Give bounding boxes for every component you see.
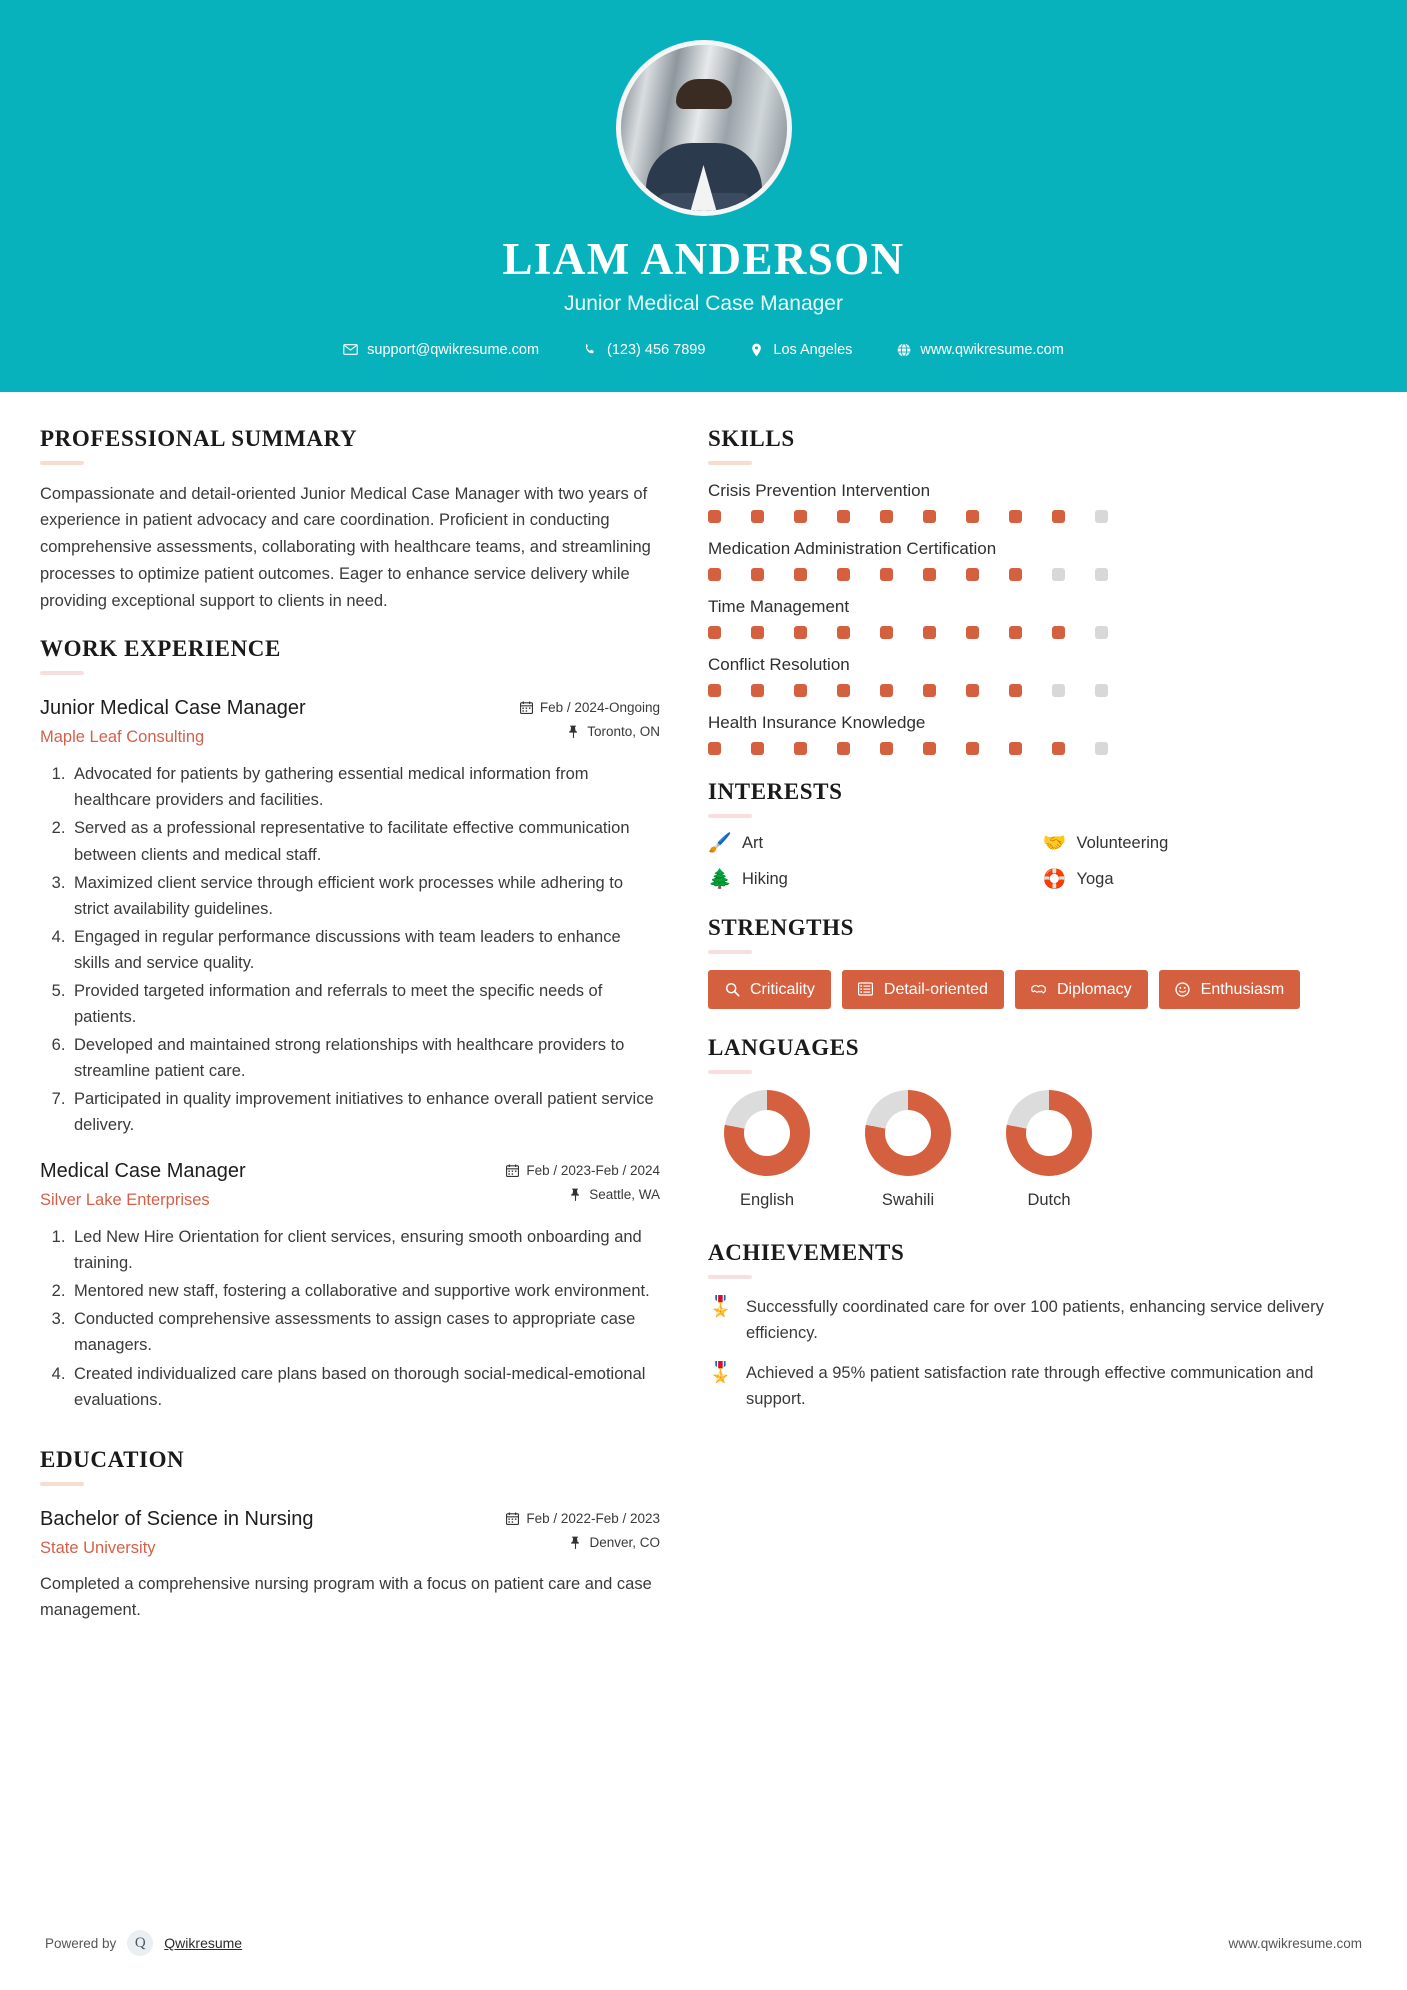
section-education bbox=[40, 1447, 660, 1624]
map-pin-icon bbox=[569, 1188, 582, 1201]
section-title-skills: SKILLS bbox=[708, 425, 795, 451]
education-entry bbox=[40, 1506, 660, 1624]
skill-dot-filled bbox=[708, 684, 721, 697]
section-divider bbox=[708, 461, 752, 465]
language-donut-chart bbox=[865, 1090, 951, 1176]
summary-text: Compassionate and detail-oriented Junior Medical Case Manager with two years of experience in patient advocacy and care coordination. Proficient in conducting comprehensive assessments, collaborating with healthcare teams, and streamlining processes to optimize patient outcomes. Eager to enhance service delivery while providing exceptional support to clients in need. bbox=[40, 484, 651, 610]
skill-dot-filled bbox=[1052, 742, 1065, 755]
strength-chip bbox=[1015, 970, 1148, 1009]
job-company: Silver Lake Enterprises bbox=[40, 1191, 210, 1210]
job-bullet: 2. Mentored new staff, fostering a collaborative and supportive work environment. bbox=[70, 1278, 660, 1304]
job-bullet: 4. Created individualized care plans based on thorough social-medical-emotional evaluations. bbox=[70, 1361, 660, 1413]
map-pin-icon bbox=[567, 725, 580, 738]
job-bullet: 1. Led New Hire Orientation for client services, ensuring smooth onboarding and training. bbox=[70, 1224, 660, 1276]
qwikresume-brand-link[interactable]: Qwikresume bbox=[164, 1935, 243, 1951]
handshake-icon: 🤝 bbox=[1042, 832, 1067, 854]
strength-chip bbox=[1159, 970, 1301, 1009]
contact-location[interactable] bbox=[727, 342, 874, 358]
contact-website-text: www.qwikresume.com bbox=[920, 341, 1064, 358]
strength-chip bbox=[708, 970, 831, 1009]
skill-dot-filled bbox=[1009, 684, 1022, 697]
interest-item bbox=[1043, 870, 1368, 889]
language-item bbox=[849, 1090, 967, 1210]
section-divider bbox=[708, 814, 752, 818]
skill-dot-filled bbox=[923, 684, 936, 697]
interest-label: Yoga bbox=[1076, 869, 1114, 888]
skill-dot-filled bbox=[880, 742, 893, 755]
skill-dot-filled bbox=[794, 684, 807, 697]
interest-label: Art bbox=[742, 833, 764, 852]
skill-dot-empty bbox=[1095, 626, 1108, 639]
section-professional-summary bbox=[40, 426, 660, 615]
phone-icon bbox=[583, 342, 598, 357]
job-titles bbox=[40, 1158, 506, 1210]
skill-dot-filled bbox=[751, 626, 764, 639]
job-bullet: 3. Maximized client service through efficient work processes while adhering to strict availability guidelines. bbox=[70, 870, 660, 922]
job-role-subtitle: Junior Medical Case Manager bbox=[564, 291, 843, 315]
skill-dot-filled bbox=[751, 742, 764, 755]
job-dates: Feb / 2023-Feb / 2024 bbox=[526, 1163, 660, 1179]
magnifier-icon bbox=[724, 981, 740, 997]
skill-name: Medication Administration Certification bbox=[708, 538, 997, 558]
achievement-text: Successfully coordinated care for over 100 patients, enhancing service delivery efficiency. bbox=[746, 1297, 1324, 1342]
job-bullet: 7. Participated in quality improvement initiatives to enhance overall patient service delivery. bbox=[70, 1086, 660, 1138]
skill-name: Crisis Prevention Intervention bbox=[708, 480, 931, 500]
handshake-icon bbox=[1031, 981, 1047, 997]
education-dates: Feb / 2022-Feb / 2023 bbox=[526, 1510, 660, 1526]
skill-dot-filled bbox=[708, 626, 721, 639]
section-divider bbox=[40, 1482, 84, 1486]
skill-dot-filled bbox=[880, 510, 893, 523]
contact-phone[interactable] bbox=[561, 342, 727, 358]
language-item bbox=[708, 1090, 826, 1210]
skill-dot-empty bbox=[1095, 568, 1108, 581]
skill-dot-empty bbox=[1052, 684, 1065, 697]
contact-bar bbox=[0, 342, 1407, 358]
language-list bbox=[708, 1090, 1108, 1210]
paintbrush-icon: 🖌️ bbox=[708, 832, 732, 854]
job-meta bbox=[506, 1158, 660, 1202]
job-bullet-list bbox=[40, 1224, 660, 1412]
job-title: Medical Case Manager bbox=[40, 1160, 246, 1183]
skill-rating bbox=[708, 684, 1108, 697]
skill-dot-filled bbox=[966, 510, 979, 523]
skill-dot-empty bbox=[1095, 742, 1108, 755]
avatar bbox=[616, 40, 792, 216]
skill-dot-filled bbox=[966, 742, 979, 755]
qwikresume-logo-icon: Q bbox=[127, 1930, 153, 1956]
powered-by bbox=[45, 1930, 242, 1956]
skill-dot-filled bbox=[794, 742, 807, 755]
left-column bbox=[40, 426, 660, 1624]
section-divider bbox=[40, 671, 84, 675]
job-bullet: 5. Provided targeted information and referrals to meet the specific needs of patients. bbox=[70, 978, 660, 1030]
calendar-icon bbox=[506, 1164, 519, 1177]
interest-list bbox=[708, 834, 1367, 889]
contact-location-text: Los Angeles bbox=[773, 341, 853, 358]
job-header bbox=[40, 1158, 660, 1210]
job-titles bbox=[40, 695, 520, 747]
skill-dot-filled bbox=[1009, 742, 1022, 755]
education-list bbox=[40, 1506, 660, 1624]
skill-dot-filled bbox=[1052, 510, 1065, 523]
job-bullet: 2. Served as a professional representative to facilitate effective communication between clients and medical staff. bbox=[70, 815, 660, 867]
skill-dot-filled bbox=[794, 510, 807, 523]
skill-dot-empty bbox=[1095, 510, 1108, 523]
skill-dot-filled bbox=[751, 568, 764, 581]
skill-name: Health Insurance Knowledge bbox=[708, 712, 926, 732]
footer-site-url[interactable]: www.qwikresume.com bbox=[1228, 1935, 1362, 1951]
skill-dot-filled bbox=[880, 684, 893, 697]
skill-dot-filled bbox=[880, 568, 893, 581]
skill-dot-filled bbox=[837, 510, 850, 523]
skill-dot-filled bbox=[966, 568, 979, 581]
strength-label: Diplomacy bbox=[1056, 980, 1132, 998]
skill-list bbox=[708, 481, 1367, 755]
skill-dot-filled bbox=[1052, 626, 1065, 639]
calendar-icon bbox=[506, 1512, 519, 1525]
job-dates-row bbox=[520, 700, 660, 715]
job-title: Junior Medical Case Manager bbox=[40, 697, 306, 720]
skill-dot-filled bbox=[966, 684, 979, 697]
job-header bbox=[40, 695, 660, 747]
contact-email-text: support@qwikresume.com bbox=[367, 341, 540, 358]
contact-email[interactable] bbox=[321, 342, 561, 358]
education-header bbox=[40, 1506, 660, 1558]
section-divider bbox=[40, 461, 84, 465]
skill-dot-filled bbox=[923, 568, 936, 581]
skill-dot-filled bbox=[923, 742, 936, 755]
evergreen-tree-icon: 🌲 bbox=[708, 868, 732, 890]
strength-chip bbox=[842, 970, 1004, 1009]
section-divider bbox=[708, 1275, 752, 1279]
contact-phone-text: (123) 456 7899 bbox=[607, 341, 706, 358]
education-description: Completed a comprehensive nursing program with a focus on patient care and case management. bbox=[40, 1574, 652, 1620]
section-interests bbox=[708, 779, 1367, 889]
resume-header bbox=[0, 0, 1407, 392]
section-title-languages: LANGUAGES bbox=[708, 1034, 860, 1060]
skill-dot-filled bbox=[923, 510, 936, 523]
strength-list bbox=[708, 970, 1367, 1009]
job-location: Seattle, WA bbox=[589, 1187, 660, 1203]
badge-star-icon: 🎖️ bbox=[708, 1362, 733, 1385]
calendar-icon bbox=[520, 701, 533, 714]
skill-dot-filled bbox=[708, 568, 721, 581]
job-meta bbox=[520, 695, 660, 739]
interest-item bbox=[708, 834, 1033, 853]
interest-item bbox=[708, 870, 1033, 889]
skill-dot-filled bbox=[708, 510, 721, 523]
education-location: Denver, CO bbox=[589, 1534, 660, 1550]
job-bullet: 6. Developed and maintained strong relationships with healthcare providers to streamline patient care. bbox=[70, 1032, 660, 1084]
section-title-summary: PROFESSIONAL SUMMARY bbox=[40, 425, 358, 451]
achievement-text: Achieved a 95% patient satisfaction rate through effective communication and support. bbox=[746, 1364, 1314, 1408]
skill-dot-filled bbox=[837, 626, 850, 639]
strength-label: Detail-oriented bbox=[883, 980, 988, 998]
job-bullet: 4. Engaged in regular performance discussions with team leaders to enhance skills and service quality. bbox=[70, 924, 660, 976]
resume-body bbox=[0, 392, 1407, 1624]
section-title-work: WORK EXPERIENCE bbox=[40, 636, 281, 662]
job-entry bbox=[40, 1158, 660, 1412]
envelope-icon bbox=[343, 342, 358, 357]
skill-item bbox=[708, 655, 1367, 697]
section-divider bbox=[708, 950, 752, 954]
strength-label: Enthusiasm bbox=[1200, 980, 1285, 998]
globe-icon bbox=[896, 342, 911, 357]
skill-dot-filled bbox=[751, 684, 764, 697]
language-item bbox=[990, 1090, 1108, 1210]
skill-dot-filled bbox=[923, 626, 936, 639]
job-company: Maple Leaf Consulting bbox=[40, 728, 205, 747]
interest-label: Hiking bbox=[742, 869, 788, 888]
skill-item bbox=[708, 481, 1367, 523]
contact-website[interactable] bbox=[874, 342, 1085, 358]
school-name: State University bbox=[40, 1538, 156, 1557]
job-bullet: 3. Conducted comprehensive assessments to assign cases to appropriate case managers. bbox=[70, 1306, 660, 1358]
language-donut-chart bbox=[1006, 1090, 1092, 1176]
achievement-item bbox=[708, 1361, 1367, 1412]
education-titles bbox=[40, 1506, 506, 1558]
skill-name: Conflict Resolution bbox=[708, 654, 850, 674]
interest-label: Volunteering bbox=[1076, 833, 1169, 852]
job-location-row bbox=[506, 1187, 660, 1202]
section-title-interests: INTERESTS bbox=[708, 778, 843, 804]
section-achievements bbox=[708, 1240, 1367, 1412]
achievement-list bbox=[708, 1295, 1367, 1412]
life-buoy-icon: 🛟 bbox=[1042, 868, 1067, 890]
skill-dot-filled bbox=[837, 742, 850, 755]
interest-item bbox=[1043, 834, 1368, 853]
section-title-achievements: ACHIEVEMENTS bbox=[708, 1239, 905, 1265]
language-donut-chart bbox=[724, 1090, 810, 1176]
skill-dot-empty bbox=[1052, 568, 1065, 581]
achievement-item bbox=[708, 1295, 1367, 1346]
job-location-row bbox=[520, 724, 660, 739]
badge-star-icon: 🎖️ bbox=[708, 1295, 733, 1318]
skill-dot-filled bbox=[837, 568, 850, 581]
section-title-education: EDUCATION bbox=[40, 1446, 185, 1472]
language-label: English bbox=[739, 1190, 795, 1209]
job-entry bbox=[40, 695, 660, 1138]
skill-dot-filled bbox=[751, 510, 764, 523]
skill-name: Time Management bbox=[708, 596, 850, 616]
list-icon bbox=[858, 981, 874, 997]
skill-rating bbox=[708, 742, 1108, 755]
section-divider bbox=[708, 1070, 752, 1074]
avatar-hair bbox=[676, 79, 732, 109]
skill-item bbox=[708, 539, 1367, 581]
skill-dot-filled bbox=[1009, 568, 1022, 581]
skill-item bbox=[708, 597, 1367, 639]
powered-by-label: Powered by bbox=[45, 1935, 117, 1951]
education-meta bbox=[506, 1506, 660, 1550]
job-bullet-list bbox=[40, 761, 660, 1138]
education-location-row bbox=[506, 1535, 660, 1550]
section-strengths bbox=[708, 915, 1367, 1009]
job-bullet: 1. Advocated for patients by gathering essential medical information from healthcare providers and facilities. bbox=[70, 761, 660, 813]
skill-dot-filled bbox=[880, 626, 893, 639]
page-title: LIAM ANDERSON bbox=[502, 234, 905, 284]
skill-rating bbox=[708, 568, 1108, 581]
degree-title: Bachelor of Science in Nursing bbox=[40, 1507, 314, 1530]
skill-dot-empty bbox=[1095, 684, 1108, 697]
job-dates: Feb / 2024-Ongoing bbox=[539, 700, 660, 716]
skill-dot-filled bbox=[794, 626, 807, 639]
skill-rating bbox=[708, 626, 1108, 639]
page-footer bbox=[0, 1930, 1407, 1990]
section-languages bbox=[708, 1035, 1367, 1210]
skill-rating bbox=[708, 510, 1108, 523]
skill-dot-filled bbox=[837, 684, 850, 697]
skill-dot-filled bbox=[794, 568, 807, 581]
location-pin-icon bbox=[749, 342, 764, 357]
skill-item bbox=[708, 713, 1367, 755]
right-column bbox=[694, 426, 1367, 1624]
map-pin-icon bbox=[569, 1536, 582, 1549]
job-location: Toronto, ON bbox=[587, 724, 660, 740]
section-title-strengths: STRENGTHS bbox=[708, 914, 855, 940]
skill-dot-filled bbox=[1009, 510, 1022, 523]
skill-dot-filled bbox=[1009, 626, 1022, 639]
skill-dot-filled bbox=[966, 626, 979, 639]
language-label: Swahili bbox=[881, 1190, 935, 1209]
language-label: Dutch bbox=[1027, 1190, 1071, 1209]
smiley-icon bbox=[1175, 981, 1191, 997]
strength-label: Criticality bbox=[750, 980, 815, 998]
section-work-experience bbox=[40, 636, 660, 1412]
job-list bbox=[40, 695, 660, 1412]
job-dates-row bbox=[506, 1163, 660, 1178]
skill-dot-filled bbox=[708, 742, 721, 755]
education-dates-row bbox=[506, 1511, 660, 1526]
section-skills bbox=[708, 426, 1367, 755]
